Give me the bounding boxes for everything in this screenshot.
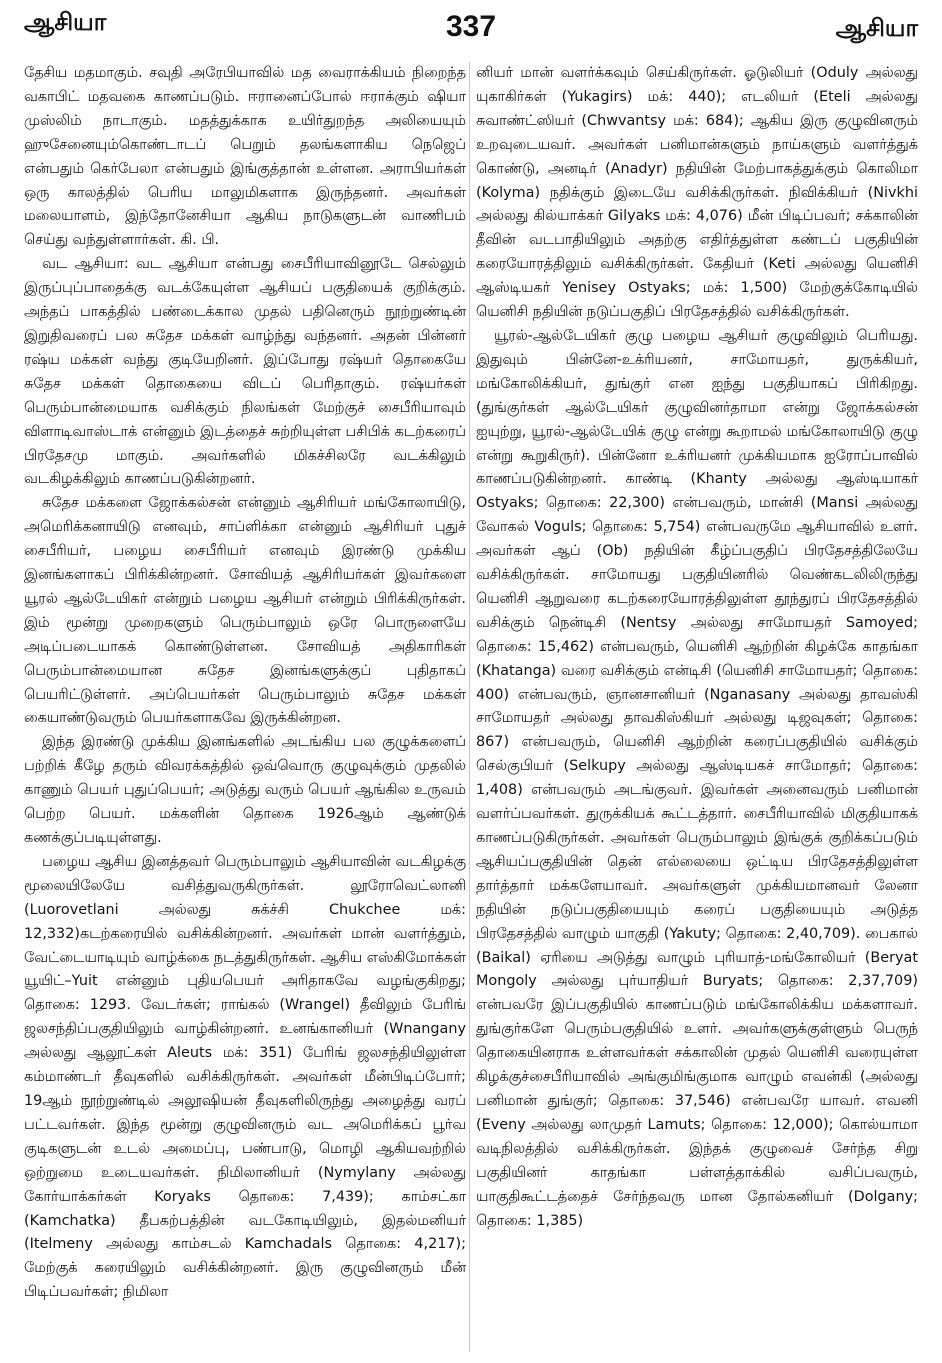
left-column	[24, 62, 466, 1352]
paragraph: வட ஆசியா: வட ஆசியா என்பது சைபீரியாவினூடே செல்லும் இருப்புப்பாதைக்கு வடக்கேயுள்ள ஆசியப் பகுதியைக் குறிக்கும். அந்தப் பாகத்தில் பண்டைக்கால முதல் பதினெரும் நூற்றுண்டின் இறுதிவரைப் பல சுதேச மக்கள் வாழ்ந்து வந்தனர். அதன் பின்னர் ரஷ்ய மக்கள் வந்து குடியேறினர். இப்போது ரஷ்யர் தொகையே சுதேச மக்கள் தொகையை விடப் பெரிதாகும். ரஷ்யர்கள் பெரும்பான்மையாக வசிக்கும் நிலங்கள் மேற்குச் சைபீரியாவும் விளாடிவாஸ்டாக் என்னும் இடத்தைச் சுற்றியுள்ள பசிபிக் கடற்கரைப் பிரதேசமு மாகும். அவர்களில் மிகச்சிலரே வடக்கிலும் வடகிழக்கிலும் காணப்படுகின்றனர்.	[24, 256, 466, 488]
paragraph: யூரல்-ஆல்டேயிகர் குழு பழைய ஆசியர் குழுவிலும் பெரியது. இதுவும் பின்னே-உக்ரியனர், சாமோயதர், துருக்கியர், மங்கோலிக்கியர், துங்குர் என ஐந்து பகுதியாகப் பிரிகிறது. (துங்குர்கள் ஆல்டேயிகர் குழுவினர்தாமா என்று ஜோக்கல்சன் ஐயுற்று, யூரல்-ஆல்டேயிக் குழு என்று கூறாமல் மங்கோலாயிடு குழு என்று கூறுகிருர்). பின்னோ உக்ரியனர் முக்கியமாக ஐரோப்பாவில் காணப்படுகின்றனர். காண்டி (Khanty அல்லது ஆஸ்டியாகர் Ostyaks; தொகை: 22,300) என்பவரும், மான்சி (Mansi அல்லது வோகல் Voguls; தொகை: 5,754) என்பவருமே ஆசியாவில் உளர். அவர்கள் ஆப் (Ob) நதியின் கீழ்ப்பகுதிப் பிரதேசத்திலேயே வசிக்கிருர்கள். சாமோயது பகுதியினரில் வெண்கடலிலிருந்து யெனிசி ஆறுவரை கடற்கரையோரத்திலுள்ள தூந்துரப் பிரதேசத்தில் வசிக்கும் நென்டிசி (Nentsy அல்லது சாமோயதர் Samoyed; தொகை: 15,462) என்பவரும், யெனிசி ஆற்றின் கிழக்கே காதங்கா (Khatanga) வரை வசிக்கும் என்டிசி (யெனிசி சாமோயதர்; தொகை: 400) என்பவரும், ஞானசானியர் (Nganasany அல்லது தாவஸ்கி சாமோயதர் அல்லது தாவகிஸ்கியர் அல்லது டிஜவுகள்; தொகை: 867) என்பவரும், யெனிசி ஆற்றின் கரைப்பகுதியில் வசிக்கும் செல்குபியர் (Selkupy அல்லது ஆஸ்டியகச் சாமோதர்; தொகை: 1,408) என்பவரும் அடங்குவர். இவர்கள் அனைவரும் பனிமான் வளர்ப்பவர்கள். துருக்கியக் கூட்டத்தார். சைபீரியாவில் மிகுதியாகக் காணப்படுகிருர்கள். அவர்கள் பெரும்பாலும் இங்குக் குறிக்கப்படும் ஆசியப்பகுதியின் தென் எல்லையை ஒட்டிய பிரதேசத்திலுள்ள தார்த்தார் மக்களேயாவர். அவர்களுள் முக்கியமானவர் லேனா நதியின் நடுப்பகுதியையும் கரைப் பகுதியையும் அடுத்த பிரதேசத்தில் வாழும் யாகுதி (Yakuty; தொகை: 2,40,709). பைகால் (Baikal) ஏரியை அடுத்து வாழும் புரியாத்-மங்கோலியர் (Beryat Mongoly அல்லது புர்யாதியர் Buryats; தொகை: 2,37,709) என்பவரே இப்பகுதியில் காணப்படும் மங்கோலிக்கிய மக்களாவர். துங்குர்களே பெரும்பகுதியில் உளர். அவர்களுக்குள்ளும் பெருந் தொகையினராக உள்ளவர்கள் சக்காலின் முதல் யெனிசி வரையுள்ள கிழக்குச்சைபீரியாவில் அங்குமிங்குமாக வாழும் எவன்கி (அல்லது பனிமான் துங்குர்; தொகை: 37,546) என்பவரே யாவர். எவனி (Eveny அல்லது லாமுதர் Lamuts; தொகை: 12,000); கொல்யாமா வடிநிலத்தில் வசிக்கிருர்கள். இந்தக் குழுவைச் சேர்ந்த சிறு பகுதியினர் காதங்கா பள்ளத்தாக்கில் வசிப்பவரும், யாகுதிகூட்டத்தைச் சேர்ந்தவரு மான தோல்கனியர் (Dolgany; தொகை: 1,385)	[476, 327, 918, 1229]
running-head-right: ஆசியா	[835, 14, 918, 42]
running-head-left: ஆசியா	[24, 8, 107, 36]
paragraph: னியர் மான் வளர்க்கவும் செய்கிருர்கள். ஓடுலியர் (Oduly அல்லது யுகாகிர்கள் (Yukagirs) மக்: 440); எடலியர் (Eteli அல்லது சுவாண்ட்ஸியர் (Chwvantsy மக்: 684); ஆகிய இரு குழுவினரும் உறவுடையவர். அவர்கள் பனிமான்களும் நாய்களும் வளர்த்துக் கொண்டு, அனடிர் (Anadyr) நதியின் மேற்பாகத்துக்கும் கொலிமா (Kolyma) நதிக்கும் இடையே வசிக்கிருர்கள். நிவிக்கியர் (Nivkhi அல்லது கில்யாக்கர் Gilyaks மக்: 4,076) மீன் பிடிப்பவர்; சக்காலின் தீவின் வடபாதியிலும் அதற்கு எதிர்த்துள்ள கண்டப் பகுதியின் கரையோரத்திலும் வசிக்கிருர்கள். கேதியர் (Keti அல்லது யெனிசி ஆஸ்டியகர் Yenisey Ostyaks; மக்: 1,500) மேற்குக்கோடியில் யெனிசி நதியின் நடுப்பகுதிப் பிரதேசத்தில் வசிக்கிருர்கள்.	[476, 65, 918, 321]
right-column	[476, 62, 918, 1352]
page-header	[0, 0, 942, 50]
paragraph: சுதேச மக்களை ஜோக்கல்சன் என்னும் ஆசிரியர் மங்கோலாயிடு, அமெரிக்கனாயிடு எனவும், சாப்ளிக்கா என்னும் ஆசிரியர் புதுச் சைபீரியர், பழைய சைபீரியர் எனவும் இரண்டு முக்கிய இனங்களாகப் பிரிக்கின்றனர். சோவியத் ஆசிரியர்கள் இவர்களை யூரல் ஆல்டேயிகர் என்றும் பழைய ஆசியர் என்றும் பிரிக்கிருர்கள். இம் மூன்று முறைகளும் பெரும்பாலும் ஒரே பொருளையே அடிப்படையாகக் கொண்டுள்ளன. சோவியத் அதிகாரிகள் பெரும்பான்மையான சுதேச இனங்களுக்குப் புதிதாகப் பெயரிட்டுள்ளர். அப்பெயர்கள் பெரும்பாலும் சுதேச மக்கள் கையாண்டுவரும் பெயர்களாகவே இருக்கின்றன.	[24, 495, 466, 727]
paragraph: இந்த இரண்டு முக்கிய இனங்களில் அடங்கிய பல குழுக்களைப் பற்றிக் கீழே தரும் விவரக்கத்தில் ஒவ்வொரு குழுவுக்கும் முதலில் காணும் பெயர் புதுப்பெயர்; அடுத்து வரும் பெயர் ஆங்கில உருவம் பெற்ற பெயர். மக்களின் தொகை 1926ஆம் ஆண்டுக் கணக்குப்படியுள்ளது.	[24, 734, 466, 846]
column-divider	[469, 62, 470, 1352]
paragraph: தேசிய மதமாகும். சவுதி அரேபியாவில் மத வைராக்கியம் நிறைந்த வகாபிட் மதவகை காணப்படும். ஈரானைப்போல் ஈராக்கும் ஷியா முஸ்லிம் நாடாகும். மதத்துக்காக உயிர்துறந்த அலியையும் ஹுசேனையும்கொண்டாடப் பெறும் தலங்களாகிய நெஜெப் என்பதும் கெர்பேலா என்பதும் இங்குத்தான் உள்ளன. அராபியர்கள் ஒரு காலத்தில் பெரிய மாலுமிகளாக இருந்தனர். அவர்கள் மலையாளம், இந்தோனேசியா ஆகிய நாடுகளுடன் வாணிபம் செய்து வந்துள்ளார்கள். கி. பி.	[24, 65, 466, 249]
page-number: 337	[445, 10, 497, 43]
paragraph: பழைய ஆசிய இனத்தவர் பெரும்பாலும் ஆசியாவின் வடகிழக்கு மூலையிலேயே வசித்துவருகிருர்கள். லூரோவெட்லானி (Luorovetlani அல்லது சுக்ச்சி Chukchee மக்: 12,332)கடற்கரையில் வசிக்கின்றனர். அவர்கள் மான் வளர்த்தும், வேட்டையாடியும் வாழ்க்கை நடத்துகிருர்கள். ஆசிய எஸ்கிமோக்கள் யூயிட்–Yuit என்னும் புதியபெயர் அரிதாகவே வழங்குகிறது; தொகை: 1293. வேடர்கள்; ராங்கல் (Wrangel) தீவிலும் பேரிங் ஜலசந்திப்பகுதியிலும் வாழ்கின்றனர். உனங்கானியர் (Wnangany அல்லது ஆலூட்கள் Aleuts மக்: 351) பேரிங் ஜலசந்தியிலுள்ள கம்மாண்டர் தீவுகளில் வசிக்கிருர்கள். அவர்கள் மீன்பிடிப்போர்; 19ஆம் நூற்றுண்டில் அலூஷியன் தீவுகளிலிருந்து அழைத்து வரப் பட்டவர்கள். இந்த மூன்று குழுவினரும் வட அமெரிக்கப் பூர்வ குடிகளுடன் உடல் அமைப்பு, பண்பாடு, மொழி ஆகியவற்றில் ஒற்றுமை உடையவர்கள். நிமிலானியர் (Nymylany அல்லது கோர்யாக்கர்கள் Koryaks தொகை: 7,439); காம்சட்கா (Kamchatka) தீபகற்பத்தின் வடகோடியிலும், இதல்மனியர் (Itelmeny அல்லது காம்சடல் Kamchadals தொகை: 4,217); மேற்குக் கரையிலும் வசிக்கின்றனர். இரு குழுவினரும் மீன் பிடிப்பவர்கள்; நிமிலா	[24, 853, 466, 1301]
